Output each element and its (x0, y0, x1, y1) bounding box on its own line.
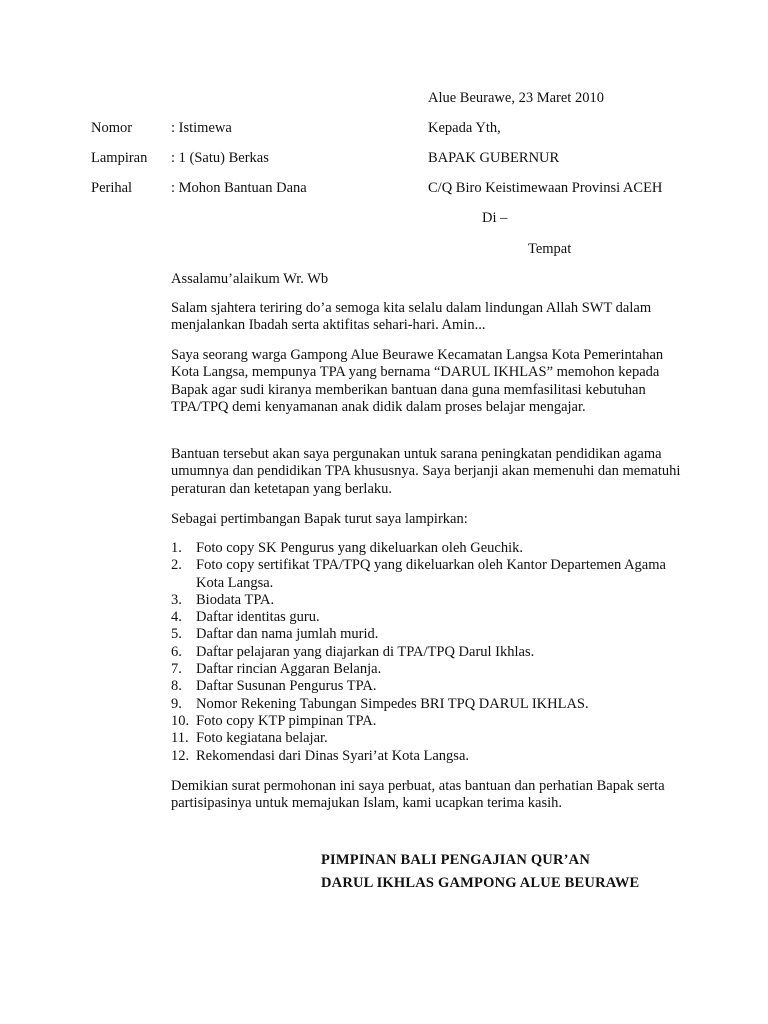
paragraph-3 (171, 446, 681, 506)
closing-paragraph (171, 778, 681, 821)
list-item-number: 7. (171, 661, 182, 678)
lampiran-value: : 1 (Satu) Berkas (171, 150, 269, 166)
list-item (171, 696, 671, 713)
list-item-number: 9. (171, 695, 182, 712)
signature-line-1: PIMPINAN BALI PENGAJIAN QUR’AN (321, 852, 591, 868)
list-item-number: 12. (171, 747, 190, 764)
paragraph-2 (171, 347, 681, 424)
list-item-number: 8. (171, 678, 182, 695)
list-item (171, 540, 671, 557)
recipient-line-3: C/Q Biro Keistimewaan Provinsi ACEH (428, 180, 663, 196)
list-item-text: Foto copy SK Pengurus yang dikeluarkan oleh Geuchik. (196, 540, 524, 556)
nomor-label: Nomor (91, 120, 133, 136)
list-item-text: Foto kegiatana belajar. (196, 730, 328, 747)
perihal-value: : Mohon Bantuan Dana (171, 180, 307, 196)
list-item-text: Nomor Rekening Tabungan Simpedes BRI TPQ DARUL IKHLAS. (196, 695, 589, 712)
recipient-di: Di – (482, 210, 508, 226)
paragraph-2-text: Saya seorang warga Gampong Alue Beurawe Kecamatan Langsa Kota Pemerintahan Kota Langsa, mempunya TPA yang bernama “DARUL IKHLAS” memohon kepada Bapak agar sudi kiranya memberikan bantuan dana guna memfasilitasi kebutuhan TPA/TPQ demi kenyamanan anak didik dalam proses belajar mengajar. (171, 347, 664, 415)
list-item-number: 6. (171, 643, 182, 660)
recipient-line-1: Kepada Yth, (428, 120, 501, 136)
list-item (171, 644, 671, 661)
list-item-text: Foto copy sertifikat TPA/TPQ yang dikeluarkan oleh Kantor Departemen Agama Kota Langsa. (196, 557, 666, 591)
nomor-value: : Istimewa (171, 120, 232, 136)
greeting (171, 271, 681, 296)
list-item-number: 10. (171, 712, 190, 729)
greeting-text: Assalamu’alaikum Wr. Wb (171, 271, 329, 287)
recipient-tempat: Tempat (528, 241, 572, 257)
list-item-number: 2. (171, 557, 182, 574)
list-item (171, 626, 671, 643)
list-item (171, 678, 671, 695)
list-item-text: Daftar identitas guru. (196, 609, 320, 626)
list-item-number: 1. (171, 540, 182, 556)
attachment-list (171, 540, 671, 765)
list-item-text: Daftar Susunan Pengurus TPA. (196, 678, 377, 695)
list-item (171, 748, 671, 765)
signature-line-2: DARUL IKHLAS GAMPONG ALUE BEURAWE (321, 875, 640, 891)
closing-text: Demikian surat permohonan ini saya perbuat, atas bantuan dan perhatian Bapak serta partisipasinya untuk memajukan Islam, kami ucapkan terima kasih. (171, 778, 665, 812)
list-item (171, 713, 671, 730)
list-item (171, 609, 671, 626)
list-item-text: Daftar rincian Aggaran Belanja. (196, 661, 382, 678)
list-item-text: Foto copy KTP pimpinan TPA. (196, 712, 377, 729)
list-item-text: Daftar pelajaran yang diajarkan di TPA/TPQ Darul Ikhlas. (196, 643, 535, 660)
paragraph-1-text: Salam sjahtera teriring do’a semoga kita selalu dalam lindungan Allah SWT dalam menjalankan Ibadah serta aktifitas sehari-hari. Amin... (171, 300, 652, 334)
list-item-text: Rekomendasi dari Dinas Syari’at Kota Langsa. (196, 747, 470, 764)
lampiran-label: Lampiran (91, 150, 148, 166)
paragraph-4-text: Sebagai pertimbangan Bapak turut saya lampirkan: (171, 511, 468, 527)
list-item-number: 4. (171, 609, 182, 626)
list-item (171, 557, 671, 592)
paragraph-4 (171, 511, 681, 536)
list-item-text: Daftar dan nama jumlah murid. (196, 626, 379, 643)
recipient-line-2: BAPAK GUBERNUR (428, 150, 560, 166)
paragraph-1 (171, 300, 681, 343)
list-item-number: 5. (171, 626, 182, 643)
list-item (171, 592, 671, 609)
place-date: Alue Beurawe, 23 Maret 2010 (428, 90, 604, 106)
list-item-text: Biodata TPA. (196, 591, 275, 608)
perihal-label: Perihal (91, 180, 133, 196)
list-item (171, 730, 671, 747)
list-item (171, 661, 671, 678)
list-item-number: 3. (171, 591, 182, 608)
paragraph-3-text: Bantuan tersebut akan saya pergunakan untuk sarana peningkatan pendidikan agama umumnya dan pendidikan TPA khususnya. Saya berjanji akan memenuhi dan mematuhi peraturan dan ketetapan yang berlaku. (171, 446, 681, 497)
list-item-number: 11. (171, 730, 189, 747)
